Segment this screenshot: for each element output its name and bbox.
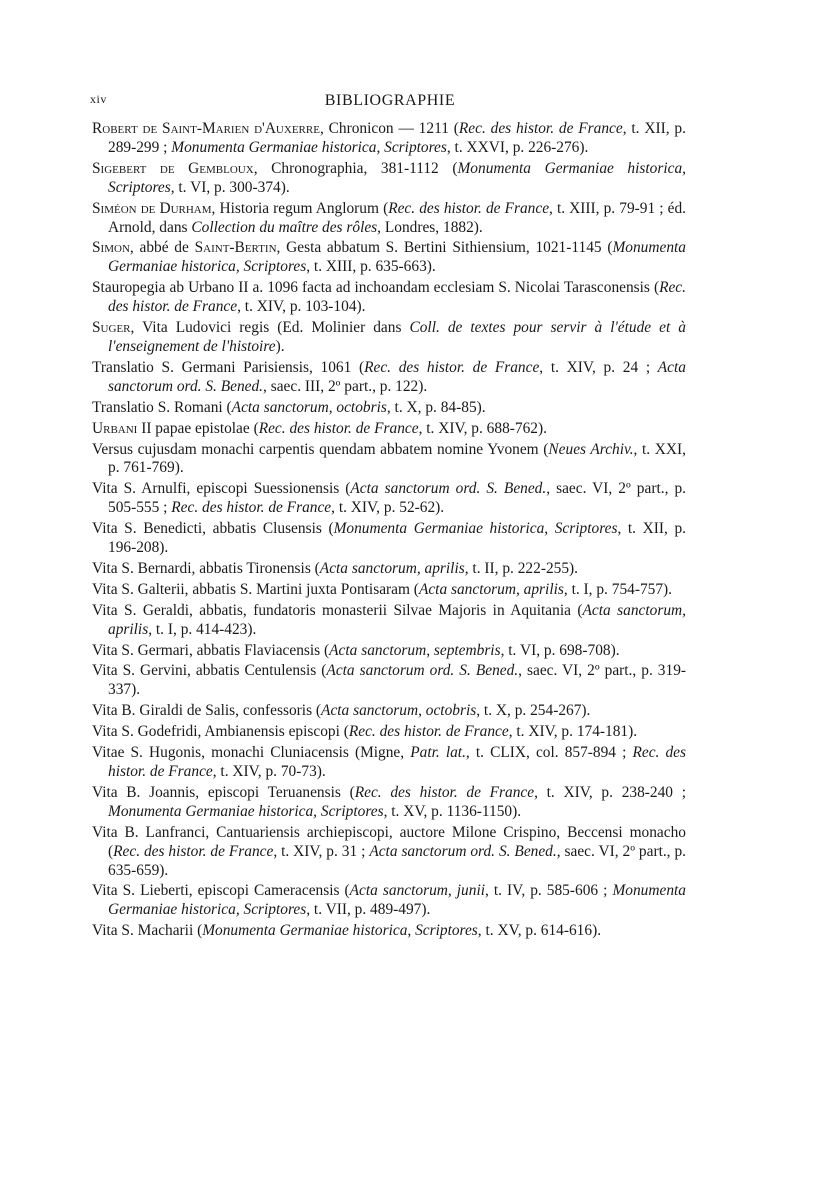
bibliography-entry: [92, 200, 686, 238]
entry-text: , Chronicon — 1211 (: [319, 120, 459, 137]
entry-title-italic: Coll. de textes pour servir à l'étude et à l'enseignement de l'histoire: [108, 319, 686, 355]
entry-title-italic: Acta sanctorum, octobris: [321, 702, 477, 720]
bibliography-entry: [92, 441, 686, 479]
entry-title-italic: Acta sanctorum, aprilis: [108, 601, 686, 638]
entry-author: Urbani: [92, 419, 138, 437]
entry-title-italic: Rec. des histor. de France: [108, 744, 686, 780]
entry-text: , t. VI, p. 300-374).: [170, 178, 290, 196]
entry-text: , t. CLIX, col. 857-894 ;: [465, 744, 633, 762]
bibliography-entry: [92, 480, 686, 518]
entry-text: , t. VII, p. 489-497).: [306, 901, 431, 919]
bibliography-entry: [92, 922, 686, 941]
entry-text: Vita S. Lieberti, episcopi Cameracensis (: [92, 882, 350, 900]
entry-title-italic: Acta sanctorum ord. S. Bened.: [108, 358, 686, 395]
entry-text: , t. XIV, p. 70-73).: [212, 763, 326, 780]
entry-text: , saec. VI, 2º part., p. 635-659).: [108, 842, 687, 879]
bibliography-entry: [92, 581, 686, 600]
bibliography-entry: [92, 160, 686, 198]
entry-text: , t. XV, p. 614-616).: [477, 922, 602, 940]
bibliography-entry: [92, 602, 686, 640]
entry-text: , t. VI, p. 698-708).: [500, 641, 620, 659]
entry-title-italic: Acta sanctorum ord. S. Bened.: [326, 662, 519, 680]
entry-title-italic: Rec. des histor. de France: [388, 199, 550, 217]
entry-title-italic: Acta sanctorum ord. S. Bened.: [369, 842, 557, 860]
entry-title-italic: Monumenta Germaniae historica, Scriptores: [171, 138, 447, 156]
entry-author: Sigebert de Gembloux: [92, 159, 254, 177]
entry-text: Vita S. Germari, abbatis Flaviacensis (: [92, 641, 330, 659]
entry-text: , Londres, 1882).: [377, 218, 483, 236]
entry-text: , saec. VI, 2º part., p. 319-337).: [108, 662, 687, 699]
entry-text: , t. XII, p. 289-299 ;: [108, 120, 686, 156]
entry-text: , t. XIV, p. 24 ;: [539, 358, 658, 376]
entry-text: , t. XV, p. 1136-1150).: [383, 802, 522, 820]
entry-text: Versus cujusdam monachi carpentis quendam abbatem nomine Yvonem (: [92, 440, 549, 458]
entry-title-italic: Acta sanctorum, aprilis: [319, 559, 465, 577]
entry-title-italic: Patr. lat.: [410, 744, 466, 762]
entry-text: , t. X, p. 254-267).: [476, 702, 591, 720]
bibliography-entry: [92, 642, 686, 661]
entry-author: Siméon de Durham: [92, 199, 212, 217]
entry-text: Vita S. Macharii (: [92, 922, 203, 940]
entry-text: Vita S. Bernardi, abbatis Tironensis (: [92, 559, 320, 577]
entry-title-italic: Monumenta Germaniae historica, Scriptores: [108, 159, 687, 196]
entry-title-italic: Monumenta Germaniae historica, Scriptores: [108, 802, 384, 820]
entry-text: , Historia regum Anglorum (: [211, 199, 389, 217]
bibliography-entry: [92, 239, 686, 277]
running-head: BIBLIOGRAPHIE: [324, 92, 456, 109]
entry-title-italic: Rec. des histor. de France: [348, 723, 509, 741]
entry-text: , saec. III, 2º part., p. 122).: [263, 377, 428, 395]
entry-title-italic: Rec. des histor. de France: [354, 783, 535, 801]
entry-author: Saint-Bertin: [194, 239, 277, 257]
entry-title-italic: Rec. des histor. de France: [108, 279, 686, 316]
entry-title-italic: Rec. des histor. de France: [364, 358, 540, 376]
entry-text: Vita B. Joannis, episcopi Teruanensis (: [92, 783, 355, 801]
bibliography-entry: [92, 723, 686, 742]
entry-text: Translatio S. Romani (: [92, 398, 232, 416]
bibliography-entry: [92, 784, 686, 822]
entry-text: ).: [275, 337, 285, 355]
entry-title-italic: Monumenta Germaniae historica, Scriptores: [108, 239, 686, 276]
entry-title-italic: Acta sanctorum, octobris: [231, 398, 387, 416]
entry-title-italic: Rec. des histor. de France: [171, 499, 332, 517]
entry-text: Vita B. Giraldi de Salis, confessoris (: [92, 702, 322, 720]
page-header: [90, 92, 690, 112]
entry-author: Robert de Saint-Marien d'Auxerre: [92, 120, 320, 137]
entry-text: Vita S. Arnulfi, episcopi Suessionensis (: [92, 480, 351, 498]
entry-text: , t. XIV, p. 52-62).: [331, 499, 445, 517]
bibliography-entry: [92, 824, 686, 881]
bibliography-list: [92, 120, 686, 943]
entry-text: , t. IV, p. 585-606 ;: [485, 882, 613, 900]
entry-text: , t. XIII, p. 635-663).: [306, 258, 436, 276]
entry-text: , t. I, p. 754-757).: [563, 580, 673, 598]
entry-text: , t. XIV, p. 688-762).: [418, 419, 547, 437]
bibliography-entry: [92, 702, 686, 721]
entry-text: Vita S. Gervini, abbatis Centulensis (: [92, 662, 327, 680]
entry-text: , t. XXI, p. 761-769).: [108, 440, 686, 477]
entry-text: , Vita Ludovici regis (Ed. Molinier dans: [130, 319, 410, 337]
entry-title-italic: Acta sanctorum, septembris: [329, 641, 501, 659]
entry-title-italic: Acta sanctorum, aprilis: [418, 580, 564, 598]
bibliography-entry: [92, 319, 686, 357]
bibliography-entry: [92, 560, 686, 579]
entry-text: , t. XIV, p. 238-240 ;: [534, 783, 686, 801]
entry-author: Simon: [92, 239, 130, 257]
bibliography-entry: [92, 399, 686, 418]
entry-author: Suger: [92, 319, 131, 337]
entry-text: , Chronographia, 381-1112 (: [253, 159, 458, 177]
entry-title-italic: Monumenta Germaniae historica, Scriptores: [202, 922, 478, 940]
entry-title-italic: Monumenta Germaniae historica, Scriptores: [108, 882, 686, 919]
page-number: xiv: [90, 92, 107, 106]
entry-title-italic: Monumenta Germaniae historica, Scriptores: [333, 520, 618, 538]
entry-text: Vita S. Godefridi, Ambianensis episcopi (: [92, 723, 349, 741]
entry-text: , Gesta abbatum S. Bertini Sithiensium, 1021-1145 (: [276, 239, 613, 257]
entry-text: , abbé de: [129, 239, 195, 257]
entry-text: Vita B. Lanfranci, Cantuariensis archiepiscopi, auctore Milone Crispino, Beccensi monacho (: [92, 823, 686, 860]
entry-title-italic: Rec. des histor. de France: [258, 419, 419, 437]
bibliography-entry: [92, 120, 686, 158]
bibliography-entry: [92, 359, 686, 397]
entry-text: , saec. VI, 2º part., p. 505-555 ;: [108, 480, 687, 517]
bibliography-entry: [92, 662, 686, 700]
entry-text: II papae epistolae (: [137, 419, 259, 437]
bibliography-entry: [92, 744, 686, 782]
entry-title-italic: Neues Archiv.: [548, 440, 634, 458]
entry-title-italic: Rec. des histor. de France: [113, 842, 274, 860]
bibliography-entry: [92, 520, 686, 558]
entry-text: , t. XIV, p. 174-181).: [508, 723, 638, 741]
entry-text: Vitae S. Hugonis, monachi Cluniacensis (Migne,: [92, 744, 411, 762]
bibliography-entry: [92, 279, 686, 317]
bibliography-entry: [92, 882, 686, 920]
entry-text: , t. XIV, p. 103-104).: [237, 298, 366, 316]
entry-text: , t. X, p. 84-85).: [386, 398, 486, 416]
entry-text: , t. XXVI, p. 226-276).: [446, 138, 589, 156]
entry-text: , t. XIV, p. 31 ;: [273, 842, 370, 860]
entry-text: Translatio S. Germani Parisiensis, 1061 (: [92, 358, 365, 376]
entry-title-italic: Acta sanctorum ord. S. Bened.: [350, 480, 547, 498]
entry-text: Vita S. Benedicti, abbatis Clusensis (: [92, 520, 334, 538]
bibliography-entry: [92, 420, 686, 439]
entry-text: , t. XII, p. 196-208).: [108, 520, 686, 557]
entry-text: , t. II, p. 222-255).: [464, 559, 579, 577]
entry-text: Stauropegia ab Urbano II a. 1096 facta ad inchoandam ecclesiam S. Nicolai Tarasconensis (: [92, 279, 660, 297]
entry-text: , t. I, p. 414-423).: [148, 620, 257, 638]
entry-text: , t. XIII, p. 79-91 ; éd. Arnold, dans: [108, 199, 686, 236]
entry-title-italic: Collection du maître des rôles: [191, 218, 378, 236]
entry-text: Vita S. Geraldi, abbatis, fundatoris monasterii Silvae Majoris in Aquitania (: [92, 601, 583, 619]
entry-title-italic: Rec. des histor. de France: [458, 120, 623, 137]
entry-title-italic: Acta sanctorum, junii: [349, 882, 485, 900]
entry-text: Vita S. Galterii, abbatis S. Martini juxta Pontisaram (: [92, 580, 419, 598]
